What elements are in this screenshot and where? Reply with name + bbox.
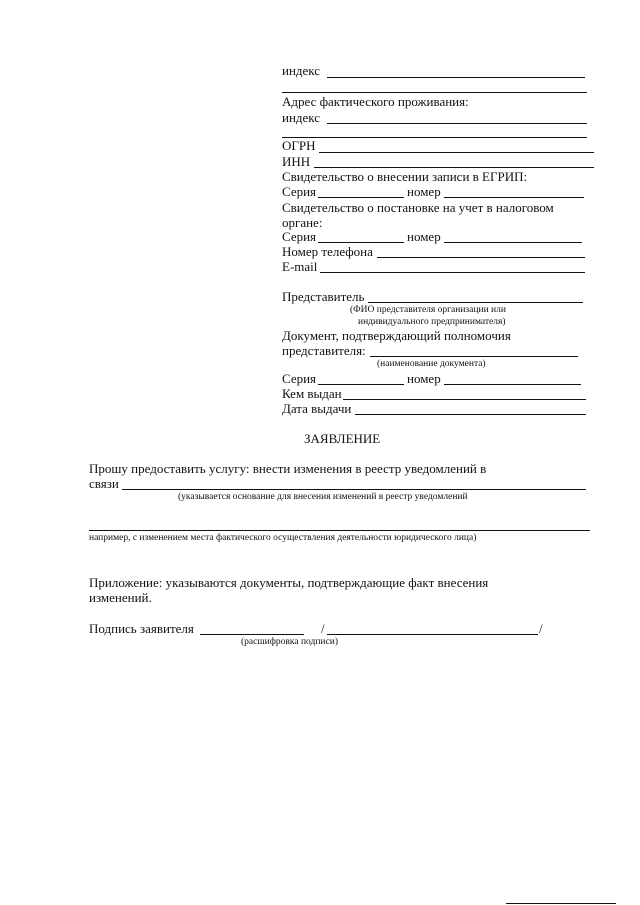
email-field[interactable]	[320, 272, 585, 273]
doc-field[interactable]	[370, 356, 578, 357]
phone-field[interactable]	[377, 257, 585, 258]
doc-label: Документ, подтверждающий полномочия	[282, 328, 511, 343]
reason-field[interactable]	[122, 489, 586, 490]
representative-label: Представитель	[282, 289, 365, 304]
attachment-text-2: изменений.	[89, 590, 152, 605]
number-field[interactable]	[444, 197, 584, 198]
ogrn-field[interactable]	[319, 152, 594, 153]
index-label: индекс	[282, 63, 321, 78]
doc-hint: (наименование документа)	[377, 359, 486, 369]
signature-slash-2: /	[539, 621, 543, 636]
statement-title: ЗАЯВЛЕНИЕ	[304, 431, 381, 446]
reason-hint: (указывается основание для внесения изменений в реестр уведомлений	[178, 492, 468, 502]
series-field[interactable]	[318, 197, 404, 198]
index-field-2[interactable]	[327, 123, 587, 124]
series-label-3: Серия	[282, 371, 317, 386]
inn-field[interactable]	[314, 167, 594, 168]
doc-label-2: представителя:	[282, 343, 366, 358]
issue-date-label: Дата выдачи	[282, 401, 352, 416]
issued-by-label: Кем выдан	[282, 386, 342, 401]
footnote-rule	[506, 903, 616, 904]
series-label-2: Серия	[282, 229, 317, 244]
series-label: Серия	[282, 184, 317, 199]
issued-by-field[interactable]	[343, 399, 586, 400]
number-label: номер	[407, 184, 441, 199]
request-text-2: связи	[89, 476, 119, 491]
signature-decode-field[interactable]	[327, 634, 538, 635]
inn-label: ИНН	[282, 154, 311, 169]
attachment-text: Приложение: указываются документы, подтверждающие факт внесения	[89, 575, 489, 590]
index-field[interactable]	[327, 77, 585, 78]
actual-address-label: Адрес фактического проживания:	[282, 94, 469, 109]
number-field-3[interactable]	[444, 384, 581, 385]
request-text: Прошу предоставить услугу: внести изменения в реестр уведомлений в	[89, 461, 487, 476]
tax-cert-label-2: органе:	[282, 215, 323, 230]
signature-hint: (расшифровка подписи)	[241, 637, 338, 647]
signature-field[interactable]	[200, 634, 304, 635]
representative-field[interactable]	[368, 302, 583, 303]
representative-hint-2: индивидуального предпринимателя)	[358, 317, 506, 327]
series-field-2[interactable]	[318, 242, 404, 243]
number-label-3: номер	[407, 371, 441, 386]
phone-label: Номер телефона	[282, 244, 373, 259]
issue-date-field[interactable]	[355, 414, 586, 415]
number-label-2: номер	[407, 229, 441, 244]
signature-slash: /	[321, 621, 325, 636]
ogrn-label: ОГРН	[282, 138, 316, 153]
representative-hint: (ФИО представителя организации или	[350, 305, 506, 315]
address-line-2[interactable]	[282, 92, 587, 93]
reason-field-2[interactable]	[89, 530, 590, 531]
number-field-2[interactable]	[444, 242, 582, 243]
signature-label: Подпись заявителя	[89, 621, 194, 636]
egrip-cert-label: Свидетельство о внесении записи в ЕГРИП:	[282, 169, 528, 184]
series-field-3[interactable]	[318, 384, 404, 385]
address-line-3[interactable]	[282, 137, 587, 138]
tax-cert-label: Свидетельство о постановке на учет в налоговом	[282, 200, 554, 215]
index-label-2: индекс	[282, 110, 321, 125]
email-label: E-mail	[282, 259, 318, 274]
example-hint: например, с изменением места фактического осуществления деятельности юридического лица)	[89, 533, 477, 543]
